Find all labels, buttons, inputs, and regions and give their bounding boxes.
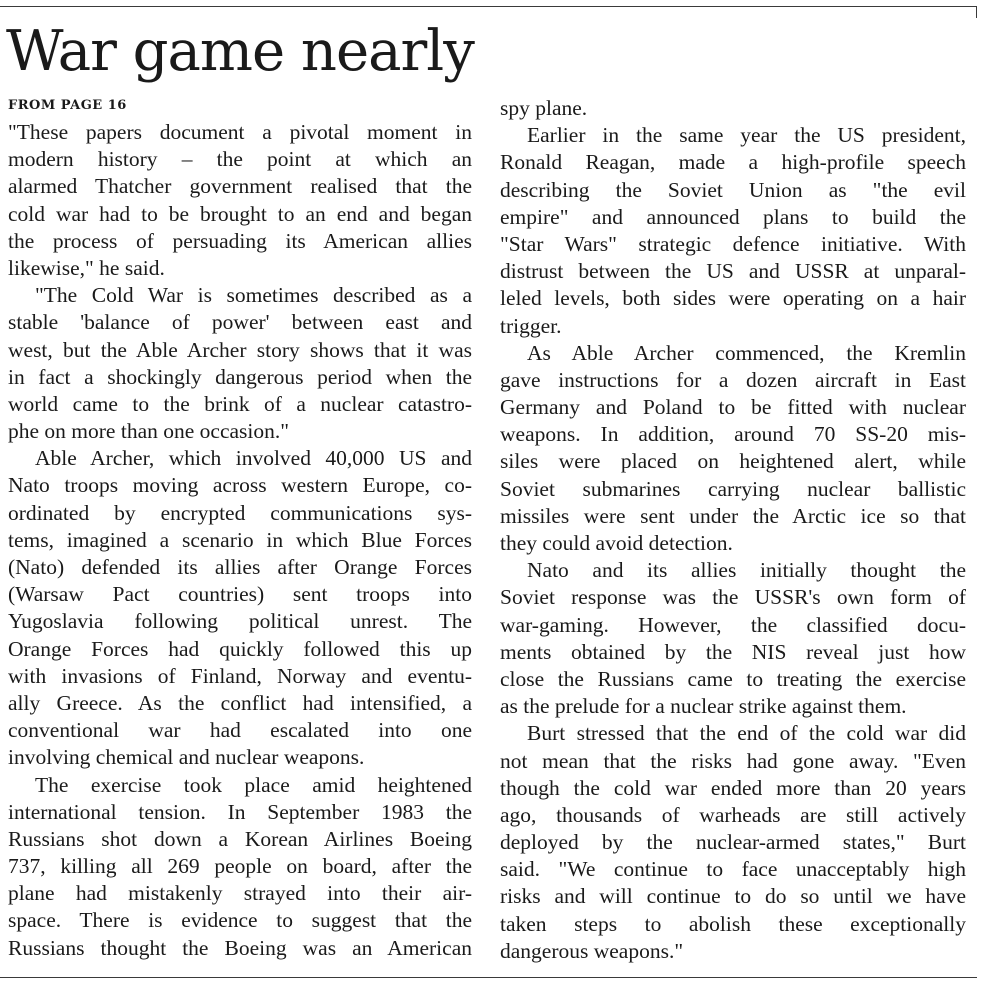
text-line: ments obtained by the NIS reveal just how bbox=[500, 639, 966, 664]
text-line: the process of persuading its American allies bbox=[8, 228, 472, 253]
right-column bbox=[500, 95, 966, 965]
text-line: international tension. In September 1983 the bbox=[8, 799, 472, 824]
text-line: likewise," he said. bbox=[8, 255, 165, 280]
text-line: ally Greece. As the conflict had intensified, a bbox=[8, 690, 472, 715]
text-line: missiles were sent under the Arctic ice so that bbox=[500, 503, 966, 528]
text-line: in fact a shockingly dangerous period when the bbox=[8, 364, 472, 389]
text-line: though the cold war ended more than 20 years bbox=[500, 775, 966, 800]
text-line: taken steps to abolish these exceptionally bbox=[500, 911, 966, 936]
text-line: (Nato) defended its allies after Orange Forces bbox=[8, 555, 472, 579]
text-line: close the Russians came to treating the exercise bbox=[500, 666, 966, 691]
text-line: Nato troops moving across western Europe, co- bbox=[8, 473, 472, 498]
text-line: war-gaming. However, the classified docu- bbox=[500, 612, 966, 637]
text-line: space. There is evidence to suggest that the bbox=[8, 908, 472, 933]
top-right-rule bbox=[976, 6, 977, 18]
text-line: plane had mistakenly strayed into their air- bbox=[8, 881, 472, 906]
text-line: "These papers document a pivotal moment in bbox=[8, 120, 472, 144]
text-line: phe on more than one occasion." bbox=[8, 419, 290, 444]
text-line: Soviet submarines carrying nuclear ballistic bbox=[500, 476, 966, 501]
text-line: said. "We continue to face unacceptably high bbox=[500, 857, 966, 882]
bottom-rule bbox=[0, 977, 977, 978]
text-line: Able Archer, which involved 40,000 US and bbox=[35, 446, 472, 471]
text-line: describing the Soviet Union as "the evil bbox=[500, 177, 966, 202]
text-line: siles were placed on heightened alert, while bbox=[500, 449, 966, 474]
text-line: modern history – the point at which an bbox=[8, 147, 472, 172]
text-line: distrust between the US and USSR at unparal- bbox=[500, 259, 966, 284]
text-line: cold war had to be brought to an end and began bbox=[8, 201, 472, 226]
text-line: tems, imagined a scenario in which Blue Forces bbox=[8, 527, 472, 552]
text-line: empire" and announced plans to build the bbox=[500, 204, 966, 229]
text-line: As Able Archer commenced, the Kremlin bbox=[527, 340, 966, 365]
text-line: stable 'balance of power' between east and bbox=[8, 310, 472, 335]
text-line: deployed by the nuclear-armed states," Burt bbox=[500, 830, 966, 855]
text-line: conventional war had escalated into one bbox=[8, 718, 472, 743]
text-line: weapons. In addition, around 70 SS-20 mis- bbox=[500, 422, 966, 447]
text-line: alarmed Thatcher government realised that the bbox=[8, 174, 472, 199]
text-line: ago, thousands of warheads are still actively bbox=[500, 802, 966, 827]
text-line: Soviet response was the USSR's own form of bbox=[500, 585, 966, 610]
text-line: Germany and Poland to be fitted with nuclear bbox=[500, 395, 966, 420]
text-line: (Warsaw Pact countries) sent troops into bbox=[8, 582, 472, 607]
top-rule bbox=[0, 6, 977, 7]
text-line: involving chemical and nuclear weapons. bbox=[8, 745, 365, 770]
text-line: "The Cold War is sometimes described as a bbox=[35, 283, 472, 308]
text-line: Orange Forces had quickly followed this up bbox=[8, 636, 472, 661]
text-line: Yugoslavia following political unrest. The bbox=[8, 609, 472, 634]
text-line: with invasions of Finland, Norway and eventu- bbox=[8, 663, 472, 688]
text-line: The exercise took place amid heightened bbox=[35, 772, 472, 797]
text-line: trigger. bbox=[500, 313, 562, 338]
text-line: Burt stressed that the end of the cold war did bbox=[527, 721, 966, 746]
text-line: world came to the brink of a nuclear catastro- bbox=[8, 391, 472, 416]
text-line: not mean that the risks had gone away. "Even bbox=[500, 748, 966, 773]
text-line: dangerous weapons." bbox=[500, 938, 684, 963]
text-line: they could avoid detection. bbox=[500, 531, 733, 555]
text-line: Ronald Reagan, made a high-profile speech bbox=[500, 150, 966, 175]
text-line: west, but the Able Archer story shows that it was bbox=[8, 337, 472, 362]
jump-line: FROM PAGE 16 bbox=[8, 98, 127, 113]
text-line: leled levels, both sides were operating on a hair bbox=[500, 286, 966, 311]
text-line: spy plane. bbox=[500, 96, 588, 120]
text-line: Earlier in the same year the US president, bbox=[527, 123, 966, 148]
text-line: Russians shot down a Korean Airlines Boeing bbox=[8, 826, 472, 851]
headline: War game nearly bbox=[6, 19, 474, 84]
text-line: ordinated by encrypted communications sys- bbox=[8, 500, 472, 525]
text-line: risks and will continue to do so until we have bbox=[500, 884, 966, 909]
text-line: as the prelude for a nuclear strike against them. bbox=[500, 694, 907, 719]
text-line: 737, killing all 269 people on board, after the bbox=[8, 854, 472, 879]
text-line: Nato and its allies initially thought the bbox=[527, 558, 966, 583]
text-line: Russians thought the Boeing was an American bbox=[8, 935, 472, 960]
text-line: gave instructions for a dozen aircraft in East bbox=[500, 367, 966, 392]
left-column bbox=[8, 119, 472, 962]
text-line: "Star Wars" strategic defence initiative. With bbox=[500, 231, 966, 256]
